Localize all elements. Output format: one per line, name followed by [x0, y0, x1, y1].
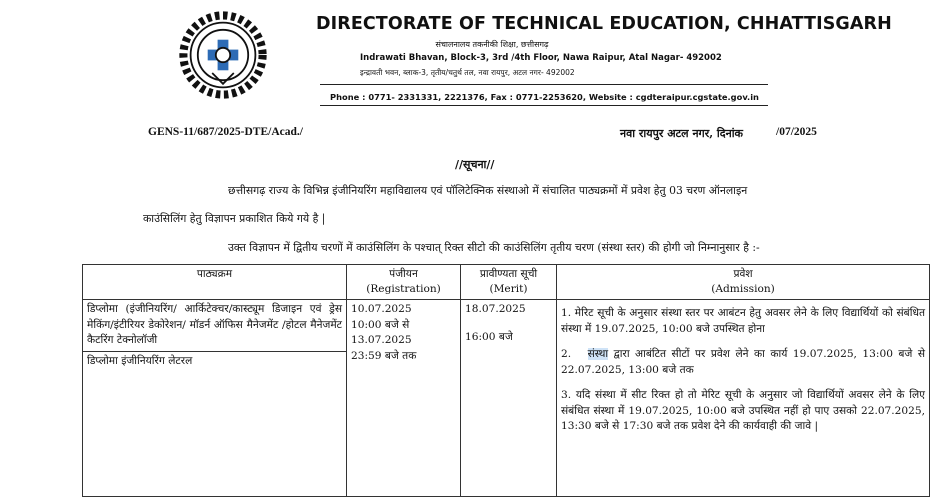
- table-header-row: [83, 265, 930, 300]
- reg-start-date: 10.07.2025: [351, 303, 412, 315]
- admission-cell: [557, 300, 930, 497]
- paragraph-1-line-2: काउंसिलिंग हेतु विज्ञापन प्रकाशित किये गये है |: [143, 212, 326, 225]
- header-admission-hi: प्रवेश: [733, 268, 753, 280]
- address-english: Indrawati Bhavan, Block-3, 3rd /4th Floor, Nawa Raipur, Atal Nagar- 492002: [360, 53, 722, 63]
- reg-end-time: 23:59 बजे तक: [351, 349, 417, 362]
- admission-step-1: 1. मेरिट सूची के अनुसार संस्था स्तर पर आबंटन हेतु अवसर लेने के लिए विद्यार्थियों को संबंधित संस्था में 19.07.2025, 10:00 बजे उपस्थित होना: [561, 307, 925, 335]
- reference-number: GENS-11/687/2025-DTE/Acad./: [148, 126, 303, 138]
- header-merit: [461, 265, 557, 300]
- header-admission: [557, 265, 930, 300]
- header-registration: [347, 265, 461, 300]
- admission-step-2: [561, 347, 925, 378]
- course-diploma: डिप्लोमा (इंजीनियरिंग/ आर्किटेक्चर/कास्ट्यूम डिजाइन एवं ड्रेस मेकिंग/इंटीरियर डेकोरेशन/ मॉडर्न ऑफिस मैनेजमेंट /होटल मैनेजमेंट कैटरिंग टेक्नोलॉजी: [87, 303, 342, 346]
- paragraph-1-line-1: छत्तीसगढ़ राज्य के विभिन्न इंजीनियरिंग महाविद्यालय एवं पॉलिटेक्निक संस्थाओ में संचालित पाठ्यक्रमों में प्रवेश हेतु 03 चरण ऑनलाइन: [228, 184, 748, 197]
- reg-end-date: 13.07.2025: [351, 334, 412, 346]
- notice-title: //सूचना//: [455, 158, 495, 171]
- reg-start-time: 10:00 बजे से: [351, 318, 410, 331]
- letterhead: [0, 0, 948, 108]
- merit-date: 18.07.2025: [465, 303, 526, 315]
- merit-time: 16:00 बजे: [465, 330, 513, 343]
- course-diploma-lateral: डिप्लोमा इंजीनियरिंग लेटरल: [87, 354, 193, 367]
- admission-step-3: 3. यदि संस्था में सीट रिक्त हो तो मेरिट सूची के अनुसार जो विद्यार्थियों अवसर लेने के लिए संबंधित संस्था में 19.07.2025, 10:00 बजे उपस्थित नहीं हो पाए उसको 22.07.2025, 13:30 बजे से 17:30 बजे तक प्रवेश देने की कार्यवाही की जावे |: [561, 389, 925, 432]
- header-course-label: पाठ्यक्रम: [196, 268, 233, 280]
- table-row: [83, 300, 930, 352]
- registration-cell: [347, 300, 461, 497]
- highlighted-text: संस्था: [587, 348, 609, 360]
- merit-cell: [461, 300, 557, 497]
- header-merit-en: (Merit): [489, 283, 528, 295]
- contact-line: Phone : 0771- 2331331, 2221376, Fax : 0771-2253620, Website : cgdteraipur.cgstate.gov.in: [330, 92, 759, 102]
- counselling-schedule-table: [82, 264, 930, 497]
- notice-date: /07/2025: [776, 126, 817, 138]
- header-course: [83, 265, 347, 300]
- paragraph-2: उक्त विज्ञापन में द्वितीय चरणों में काउंसिलिंग के पश्चात् रिक्त सीटो की काउंसिलिंग तृतीय चरण (संस्था स्तर) की होगी जो निम्नानुसार है :-: [228, 241, 760, 254]
- header-merit-hi: प्रावीण्यता सूची: [479, 268, 538, 280]
- header-registration-hi: पंजीयन: [389, 268, 418, 280]
- course-diploma-cell: [83, 300, 347, 352]
- org-name: DIRECTORATE OF TECHNICAL EDUCATION, CHHATTISGARH: [316, 14, 892, 34]
- org-name-hindi: संचालनालय तकनीकी शिक्षा, छत्तीसगढ़: [435, 40, 549, 49]
- gear-emblem-logo-icon: [178, 10, 268, 100]
- address-hindi: इन्द्रावती भवन, ब्लाक-3, तृतीय/चतुर्थ तल, नवा रायपुर, अटल नगर- 492002: [360, 68, 575, 77]
- admission-step-2-text: द्वारा आबंटित सीटों पर प्रवेश लेने का कार्य 19.07.2025, 13:00 बजे से 22.07.2025, 13:00 बजे तक: [561, 348, 925, 376]
- course-lateral-cell: [83, 351, 347, 496]
- header-divider-bottom: [320, 105, 768, 106]
- header-registration-en: (Registration): [366, 283, 441, 295]
- admission-step-2-number: 2.: [561, 348, 572, 360]
- place-date-label: नवा रायपुर अटल नगर, दिनांक: [620, 127, 743, 140]
- header-admission-en: (Admission): [711, 283, 775, 295]
- header-divider-top: [320, 84, 768, 85]
